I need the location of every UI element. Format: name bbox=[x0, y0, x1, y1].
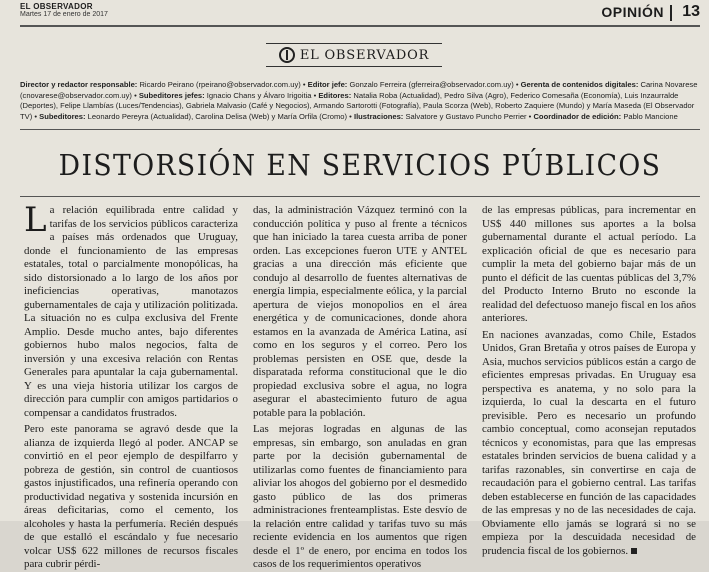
masthead bbox=[20, 2, 700, 24]
staff-rule bbox=[20, 129, 700, 130]
staff-value: Gonzalo Ferreira (gferreira@observador.com.uy) • bbox=[347, 80, 521, 89]
staff-label: Coordinador de edición: bbox=[533, 111, 622, 121]
article-body bbox=[24, 200, 696, 570]
staff-value: Carina Novarese (cnovarese@observador.com.uy) • bbox=[20, 80, 698, 100]
end-of-article-mark bbox=[631, 548, 637, 554]
staff-label: Ilustraciones: bbox=[353, 111, 404, 121]
article-column-1 bbox=[24, 200, 238, 570]
article-paragraph: das, la administración Vázquez terminó con la conducción política y puso al frente a técnicos que han iniciado la tarea cuesta arriba de poner orden. Las excepciones fueron UTE y ANTEL gracias a una dirección más eficiente que condujo al desarrollo de fuentes alternativas de energía limpia, especialmente eólica, y la parcial apertura de viejos monopolios en el área energética y de comunicaciones, donde ahora estamos en la avanzada de América Latina, así como en los seguros y el correo. Pero los problemas persisten en OSE que, desde la disparatada reforma constitucional que le dio propiedad exclusiva sobre el agua, no logra asegurar el abastecimiento futuro de agua potable para la población. bbox=[253, 204, 467, 419]
staff-label: Editores: bbox=[318, 90, 352, 100]
paper-name: EL OBSERVADOR bbox=[20, 2, 93, 11]
logo-icon bbox=[279, 47, 295, 63]
staff-value: Salvatore y Gustavo Puncho Perrier • bbox=[403, 111, 534, 121]
newspaper-logo bbox=[266, 43, 442, 67]
paragraph-text: En naciones avanzadas, como Chile, Estados Unidos, Gran Bretaña y otros países de Europa y Asia, muchos servicios públicos están a cargo de eficientes empresas privadas. En Uruguay esa perspectiva es anatema, y no solo para la izquierda, lo cual la descarta en el futuro previsible. Pero es necesario un profundo cambio conceptual, como aconsejan reputados técnicos y economistas, para que las empresas estatales brinden servicios de buena calidad y a tarifas razonables, sin convertirse en caja de recaudación para el gobierno central. Las tarifas deben establecerse en función de las capacidades de las empresas y no de las necesidades de caja. Obviamente ello jamás se logrará si no se empieza por la descuidada necesidad de prudencia fiscal de los gobiernos. bbox=[482, 328, 696, 557]
staff-label: Editor jefe: bbox=[307, 80, 348, 89]
masthead-separator bbox=[670, 5, 672, 21]
article-paragraph: Pero este panorama se agravó desde que la alianza de izquierda llegó al poder. ANCAP se convirtió en el peor ejemplo de despilfarro y pobreza de gestión, sin control de cuantiosos gastos injustificados, una refinería operando con productividad negativa y sostenida incursión en áreas deficitarias, como el cemento, los alcoholes y hasta la perfumería. Recién después de que estalló el escándalo y fue necesario volcar US$ 622 millones de recursos fiscales para cubrir pérdi- bbox=[24, 423, 238, 570]
section-name: OPINIÓN bbox=[601, 4, 664, 20]
staff-box bbox=[20, 80, 700, 122]
masthead-rule bbox=[20, 25, 700, 27]
article-paragraph bbox=[482, 329, 696, 559]
page-number: 13 bbox=[682, 3, 700, 20]
paragraph-text: a relación equilibrada entre calidad y tarifas de los servicios públicos caracteriza a países más ordenados que Uruguay, donde el funcionamiento de las empresas estatales, total o parcialmente monopólicas, ha sido distorsionado a lo largo de los años por ineficiencias operativas, manotazos gubernamentales de caja y utilización politizada. La situación no es culpa exclusiva del Frente Amplio. Desde mucho antes, bajo diferentes gobiernos hubo malos negocios, falta de inversión y una excesiva relación con Rentas Generales para apuntalar la caja gubernamental. Y es una vieja historia utilizar los cargos de dirección para cumplir con amigos partidarios o compensar a candidatos frustrados. bbox=[24, 204, 238, 419]
issue-date: Martes 17 de enero de 2017 bbox=[20, 11, 108, 18]
headline-rule bbox=[20, 196, 700, 197]
article-paragraph: de las empresas públicas, para incrementar en US$ 440 millones sus aportes a la bolsa gubernamental durante el actual período. La explicación oficial de que es necesario para cumplir la meta del gobierno bajar más de un punto el déficit de las cuentas públicas del 3,7% del Producto Interno Bruto no esconde la realidad del defectuoso manejo fiscal en los años anteriores. bbox=[482, 204, 696, 324]
staff-value: Natalia Roba (Actualidad), Pedro Silva (Agro), Federico Comesaña (Economía), Luis Inzaurralde (Deportes), Felipe Llambías (Luces/Tendencias), Gabriela Malvasio (Café y Negocios), Armando Sartorotti (Fotografía), Paula Scorza (Web), Roberto Zaquiere (Mundo) y María Maseda (El Observador TV) • bbox=[20, 90, 695, 121]
staff-label: Subeditores: bbox=[39, 111, 86, 121]
staff-label: Gerenta de contenidos digitales: bbox=[520, 80, 639, 89]
article-column-3 bbox=[482, 204, 696, 557]
staff-value: Ignacio Chans y Álvaro Irigoitia • bbox=[204, 90, 319, 100]
staff-label: Subeditores jefes: bbox=[138, 90, 205, 100]
article-column-2 bbox=[253, 204, 467, 570]
staff-label: Director y redactor responsable: bbox=[20, 80, 138, 89]
article-paragraph bbox=[24, 200, 238, 420]
staff-value: Pablo Mancione bbox=[621, 111, 678, 121]
staff-value: Ricardo Peirano (rpeirano@observador.com.uy) • bbox=[137, 80, 308, 89]
logo-text: EL OBSERVADOR bbox=[299, 47, 430, 63]
dropcap: L bbox=[24, 200, 47, 240]
article-paragraph: Las mejoras logradas en algunas de las empresas, sin embargo, son anuladas en gran parte por la decisión gubernamental de utilizarlas como fuentes de financiamiento para aliviar los ahogos del gobierno por el desmedido gasto público de las dos primeras administraciones frenteamplistas. Este desvío de la relación entre calidad y tarifas tuvo su más reciente evidencia en los aumentos que rigen desde el 1º de enero, por encima en todos los casos de los requerimientos operativos bbox=[253, 423, 467, 570]
staff-value: Leonardo Pereyra (Actualidad), Carolina Delisa (Web) y María Orfila (Cromo) • bbox=[85, 111, 354, 121]
article-headline: DISTORSIÓN EN SERVICIOS PÚBLICOS bbox=[58, 148, 662, 182]
